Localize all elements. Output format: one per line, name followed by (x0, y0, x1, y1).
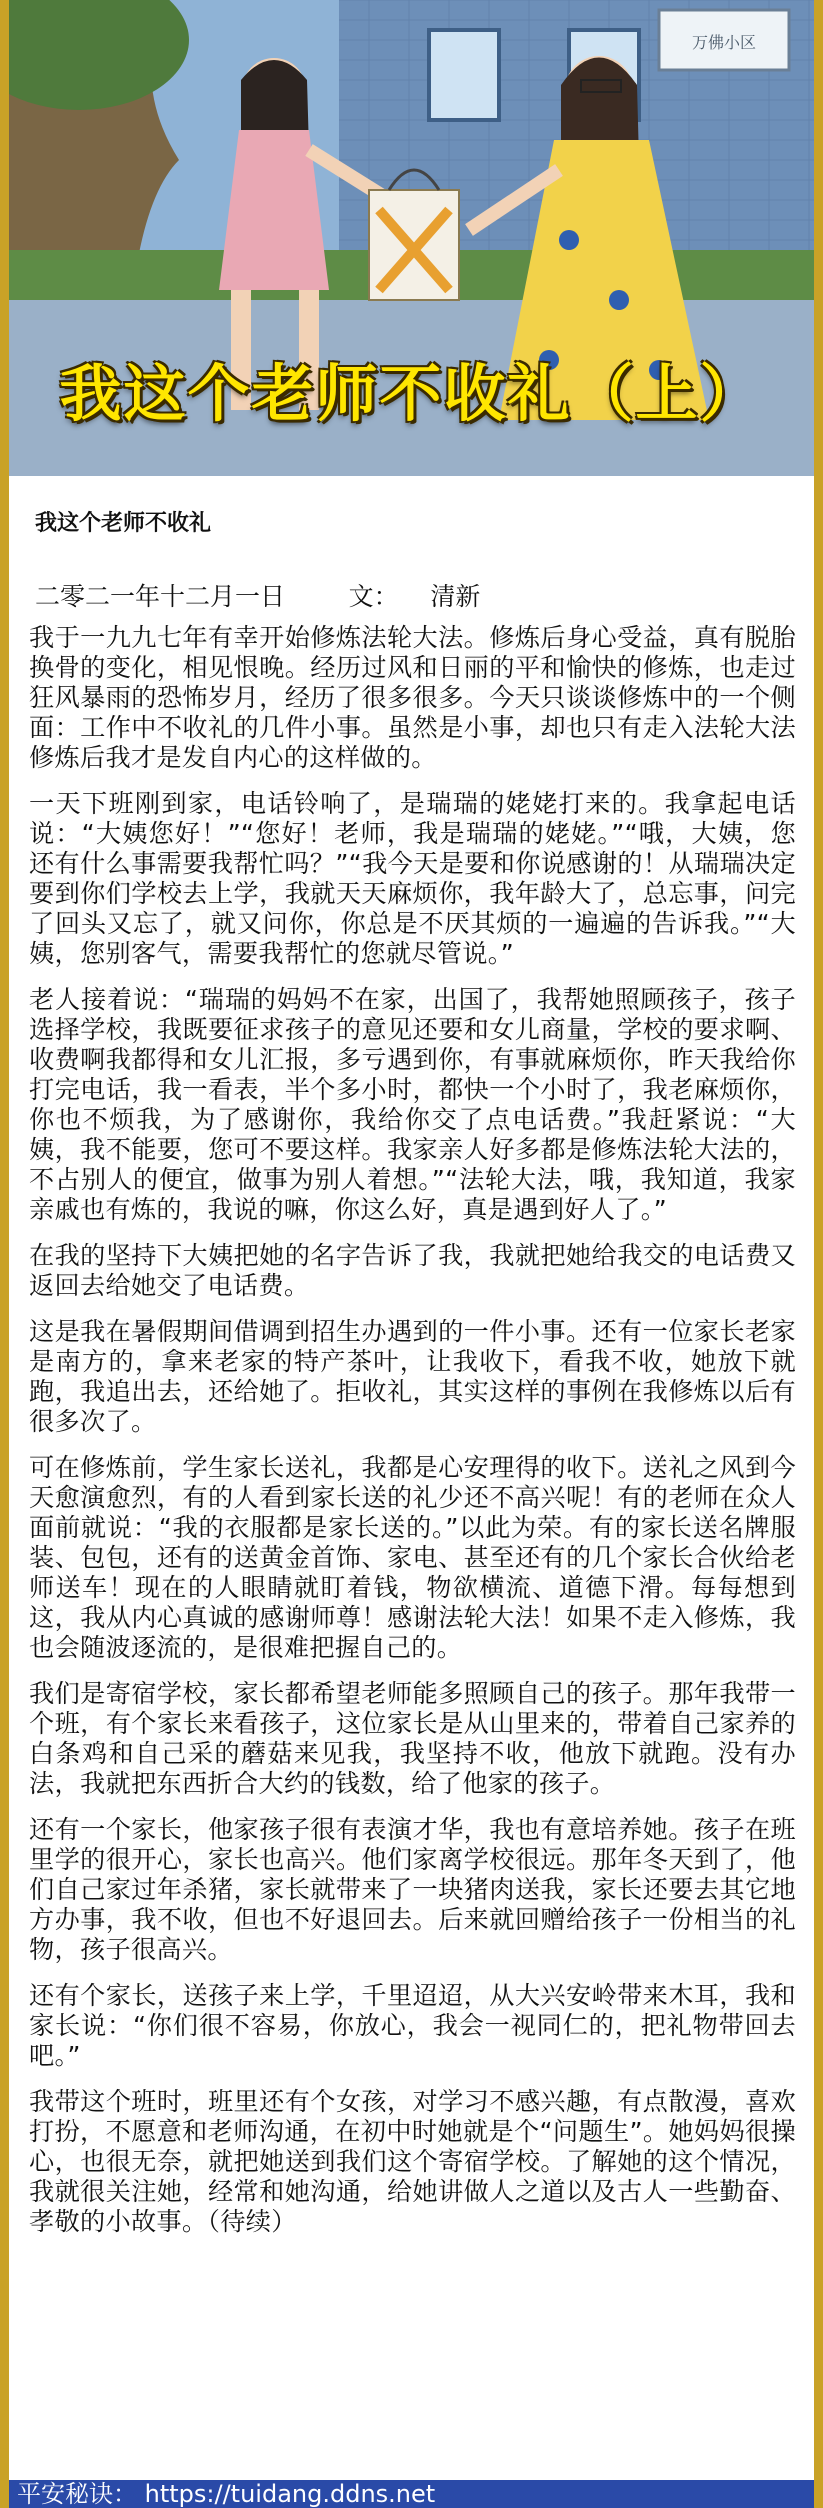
paragraph: 这是我在暑假期间借调到招生办遇到的一件小事。还有一位家长老家是南方的，拿来老家的特产茶叶，让我收下，看我不收，她放下就跑，我追出去，还给她了。拒收礼，其实这样的事例在我修炼以后有很多次了。 (29, 1317, 796, 1436)
article-title: 我这个老师不收礼 (35, 511, 212, 536)
hero-banner (9, 0, 814, 476)
author-name: 清新 (430, 582, 481, 611)
paragraph: 还有个家长，送孩子来上学，千里迢迢，从大兴安岭带来木耳，我和家长说：“你们很不容易，你放心，我会一视同仁的，把礼物带回去吧。” (29, 1981, 796, 2070)
hero-title: 我这个老师不收礼（上） (59, 357, 764, 430)
plaque-text: 万佛小区 (691, 33, 757, 52)
paragraph: 我带这个班时，班里还有个女孩，对学习不感兴趣，有点散漫，喜欢打扮，不愿意和老师沟通，在初中时她就是个“问题生”。她妈妈很操心，也很无奈，就把她送到我们这个寄宿学校。了解她的这个情况，我就很关注她，经常和她沟通，给她讲做人之道以及古人一些勤奋、孝敬的小故事。（待续） (29, 2087, 796, 2236)
article-body (9, 476, 814, 2480)
footer-label: 平安秘诀： (17, 2480, 137, 2508)
paragraph: 我们是寄宿学校，家长都希望老师能多照顾自己的孩子。那年我带一个班，有个家长来看孩子，这位家长是从山里来的，带着自己家养的白条鸡和自己采的蘑菇来见我，我坚持不收，他放下就跑。没有办法，我就把东西折合大约的钱数，给了他家的孩子。 (29, 1679, 796, 1798)
paragraph: 老人接着说：“瑞瑞的妈妈不在家，出国了，我帮她照顾孩子，孩子选择学校，我既要征求孩子的意见还要和女儿商量，学校的要求啊、收费啊我都得和女儿汇报，多亏遇到你，有事就麻烦你，昨天我给你打完电话，我一看表，半个多小时，都快一个小时了，我老麻烦你，你也不烦我，为了感谢你，我给你交了点电话费。”我赶紧说：“大姨，我不能要，您可不要这样。我家亲人好多都是修炼法轮大法的，不占别人的便宜，做事为别人着想。”“法轮大法，哦，我知道，我家亲戚也有炼的，我说的嘛，你这么好，真是遇到好人了。” (29, 985, 796, 1224)
paragraph: 还有一个家长，他家孩子很有表演才华，我也有意培养她。孩子在班里学的很开心，家长也高兴。他们家离学校很远。那年冬天到了，他们自己家过年杀猪，家长就带来了一块猪肉送我，家长还要去其它地方办事，我不收，但也不好退回去。后来就回赠给孩子一份相当的礼物，孩子很高兴。 (29, 1815, 796, 1964)
paragraph: 在我的坚持下大姨把她的名字告诉了我，我就把她给我交的电话费又返回去给她交了电话费。 (29, 1241, 796, 1300)
paragraph: 一天下班刚到家，电话铃响了，是瑞瑞的姥姥打来的。我拿起电话说：“大姨您好！”“您好！老师，我是瑞瑞的姥姥。”“哦，大姨，您还有什么事需要我帮忙吗？”“我今天是要和你说感谢的！从瑞瑞决定要到你们学校去上学，我就天天麻烦你，我年龄大了，总忘事，问完了回头又忘了，就又问你，你总是不厌其烦的一遍遍的告诉我。”“大姨，您别客气，需要我帮忙的您就尽管说。” (29, 789, 796, 968)
footer-link[interactable]: https://tuidang.ddns.net (144, 2480, 436, 2508)
paragraph: 可在修炼前，学生家长送礼，我都是心安理得的收下。送礼之风到今天愈演愈烈，有的人看到家长送的礼少还不高兴呢！有的老师在众人面前就说：“我的衣服都是家长送的。”以此为荣。有的家长送名牌服装、包包，还有的送黄金首饰、家电、甚至还有的几个家长合伙给老师送车！现在的人眼睛就盯着钱，物欲横流、道德下滑。每每想到这，我从内心真诚的感谢师尊！感谢法轮大法！如果不走入修炼，我也会随波逐流的，是很难把握自己的。 (29, 1453, 796, 1662)
paragraph: 我于一九九七年有幸开始修炼法轮大法。修炼后身心受益，真有脱胎换骨的变化，相见恨晚。经历过风和日丽的平和愉快的修炼，也走过狂风暴雨的恐怖岁月，经历了很多很多。今天只谈谈修炼中的一个侧面：工作中不收礼的几件小事。虽然是小事，却也只有走入法轮大法修炼后我才是发自内心的这样做的。 (29, 623, 796, 772)
author-label: 文： (348, 582, 399, 611)
byline (35, 577, 796, 613)
article-date: 二零二一年十二月一日 (35, 582, 286, 611)
gift-bag (369, 170, 459, 300)
footer-bar (9, 2480, 814, 2508)
